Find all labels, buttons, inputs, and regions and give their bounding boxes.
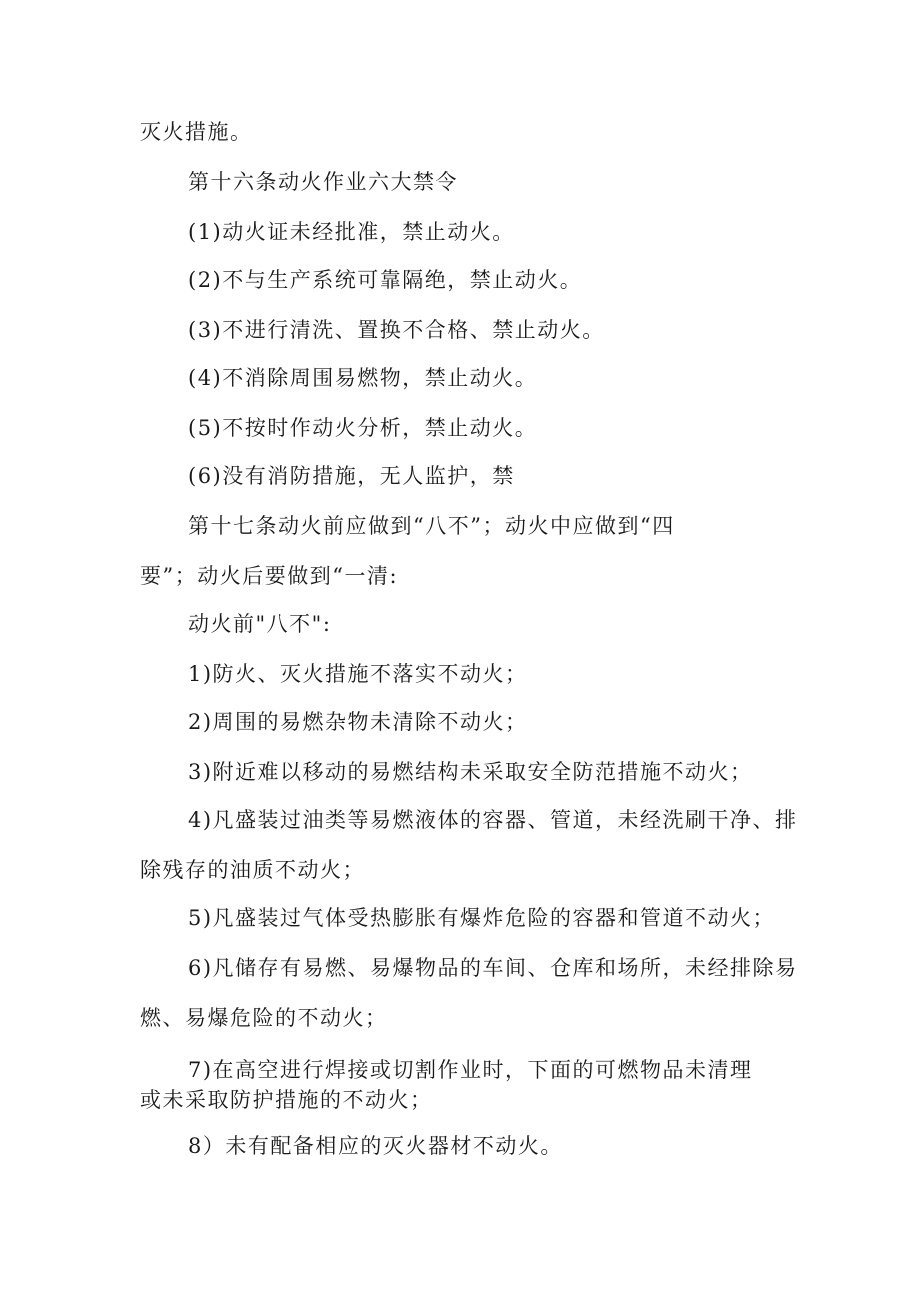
sub-heading: 动火前"八不": [188,612,332,636]
article-heading: 第十七条动火前应做到“八不”；动火中应做到“四 [188,514,675,538]
list-item: 6)凡储存有易燃、易爆物品的车间、仓库和场所，未经排除易 [188,956,798,980]
list-item: 4)凡盛装过油类等易燃液体的容器、管道，未经洗刷干净、排 [188,808,798,832]
list-item-continuation: 燃、易爆危险的不动火； [140,1006,388,1030]
article-heading: 第十六条动火作业六大禁令 [188,170,458,194]
paragraph-line: 灭火措施。 [140,120,253,144]
list-item: 5)凡盛装过气体受热膨胀有爆炸危险的容器和管道不动火； [188,906,776,930]
list-item: 7)在高空进行焊接或切割作业时，下面的可燃物品未清理 [188,1058,753,1082]
list-item: (6)没有消防措施，无人监护，禁 [188,464,515,488]
list-item-continuation: 或未采取防护措施的不动火； [140,1088,433,1112]
list-item: 1)防火、灭火措施不落实不动火； [188,662,528,686]
list-item: (3)不进行清洗、置换不合格、禁止动火。 [188,318,605,342]
paragraph-line: 要”；动火后要做到“一清: [140,564,399,588]
list-item: 8）未有配备相应的灭火器材不动火。 [188,1134,563,1158]
list-item: (5)不按时作动火分析，禁止动火。 [188,416,538,440]
list-item: (4)不消除周围易燃物，禁止动火。 [188,366,538,390]
list-item: (2)不与生产系统可靠隔绝，禁止动火。 [188,268,583,292]
list-item: (1)动火证未经批准，禁止动火。 [188,220,515,244]
list-item-continuation: 除残存的油质不动火； [140,858,365,882]
list-item: 3)附近难以移动的易燃结构未采取安全防范措施不动火； [188,760,753,784]
list-item: 2)周围的易燃杂物未清除不动火； [188,710,528,734]
